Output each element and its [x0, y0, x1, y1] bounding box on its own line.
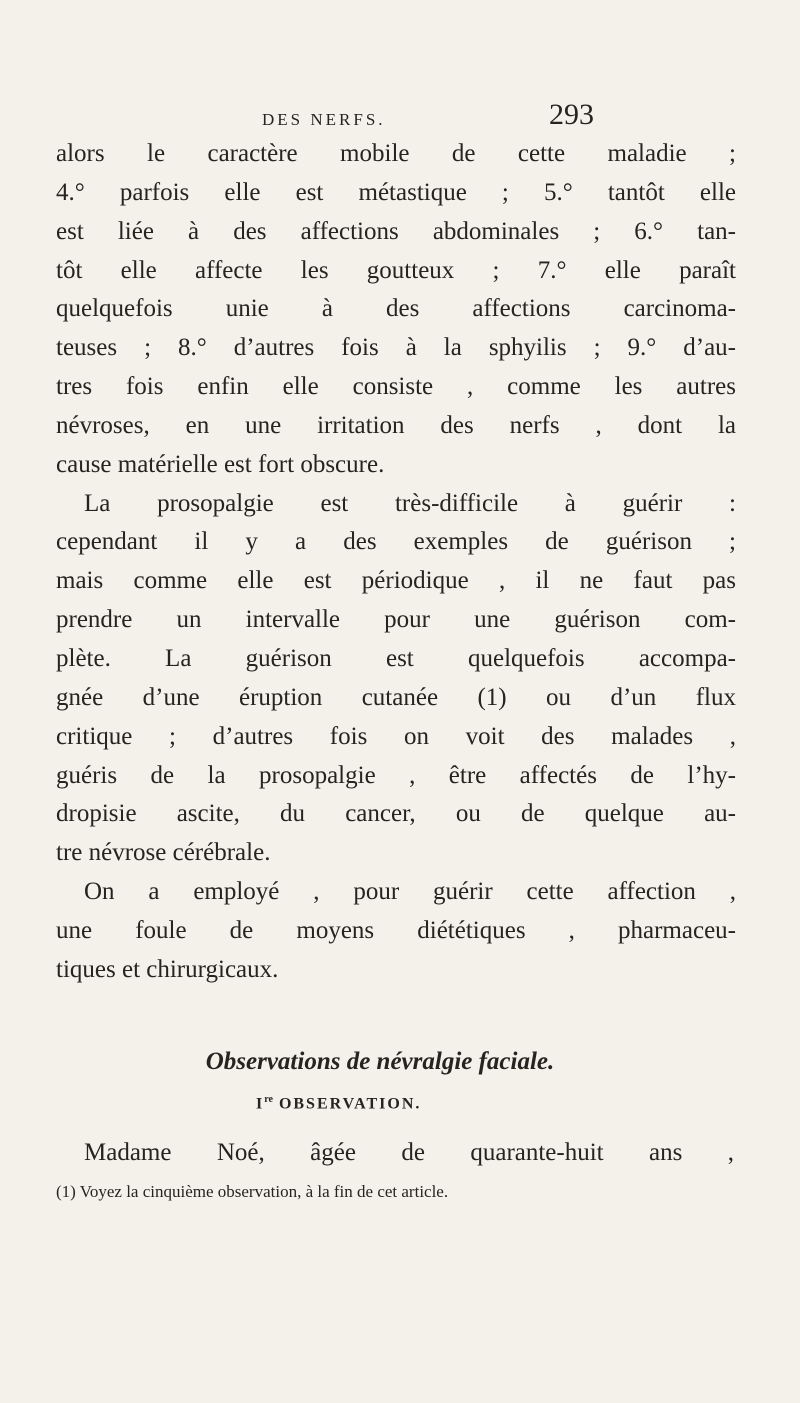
text-line: tre névrose cérébrale. [56, 839, 271, 867]
observation-number-suffix: re [264, 1094, 273, 1105]
footnote: (1) Voyez la cinquième observation, à la fin de cet article. [56, 1182, 449, 1201]
text-line: une foule de moyens diététiques , pharmaceu- [56, 916, 736, 944]
text-line: La prosopalgie est très-difficile à guérir : [84, 489, 736, 517]
observation-first-line: Madame Noé, âgée de quarante-huit ans , [84, 1139, 734, 1166]
text-line: plète. La guérison est quelquefois accompa- [56, 644, 736, 672]
body-text [56, 135, 736, 990]
section-title: Observations de névralgie faciale. [205, 1048, 555, 1075]
text-line: cependant il y a des exemples de guérison ; [56, 528, 736, 556]
text-line: teuses ; 8.° d’autres fois à la sphyilis ; 9.° d’au- [56, 334, 736, 362]
text-line: alors le caractère mobile de cette maladie ; [56, 140, 736, 167]
observation-heading [256, 1094, 421, 1113]
text-line: tiques et chirurgicaux. [56, 955, 279, 983]
text-line: On a employé , pour guérir cette affection , [84, 878, 736, 906]
text-line: prendre un intervalle pour une guérison com- [56, 606, 736, 634]
text-line: 4.° parfois elle est métastique ; 5.° tantôt elle [56, 178, 736, 206]
text-line: mais comme elle est périodique , il ne faut pas [56, 567, 736, 595]
text-line: gnée d’une éruption cutanée (1) ou d’un flux [56, 683, 736, 711]
text-line: cause matérielle est fort obscure. [56, 450, 385, 478]
text-line: est liée à des affections abdominales ; 6.° tan- [56, 217, 736, 245]
text-line: guéris de la prosopalgie , être affectés de l’hy- [56, 761, 736, 789]
text-line: tôt elle affecte les goutteux ; 7.° elle paraît [56, 256, 736, 284]
page-number: 293 [549, 98, 594, 131]
text-line: dropisie ascite, du cancer, ou de quelque au- [56, 800, 736, 828]
text-line: tres fois enfin elle consiste , comme les autres [56, 373, 736, 401]
text-line: névroses, en une irritation des nerfs , dont la [56, 411, 736, 439]
text-line: quelquefois unie à des affections carcinoma- [56, 295, 736, 323]
observation-label: OBSERVATION. [278, 1095, 422, 1113]
running-head: DES NERFS. [262, 110, 386, 129]
text-line: critique ; d’autres fois on voit des malades , [56, 722, 736, 750]
observation-number: I [256, 1095, 265, 1113]
